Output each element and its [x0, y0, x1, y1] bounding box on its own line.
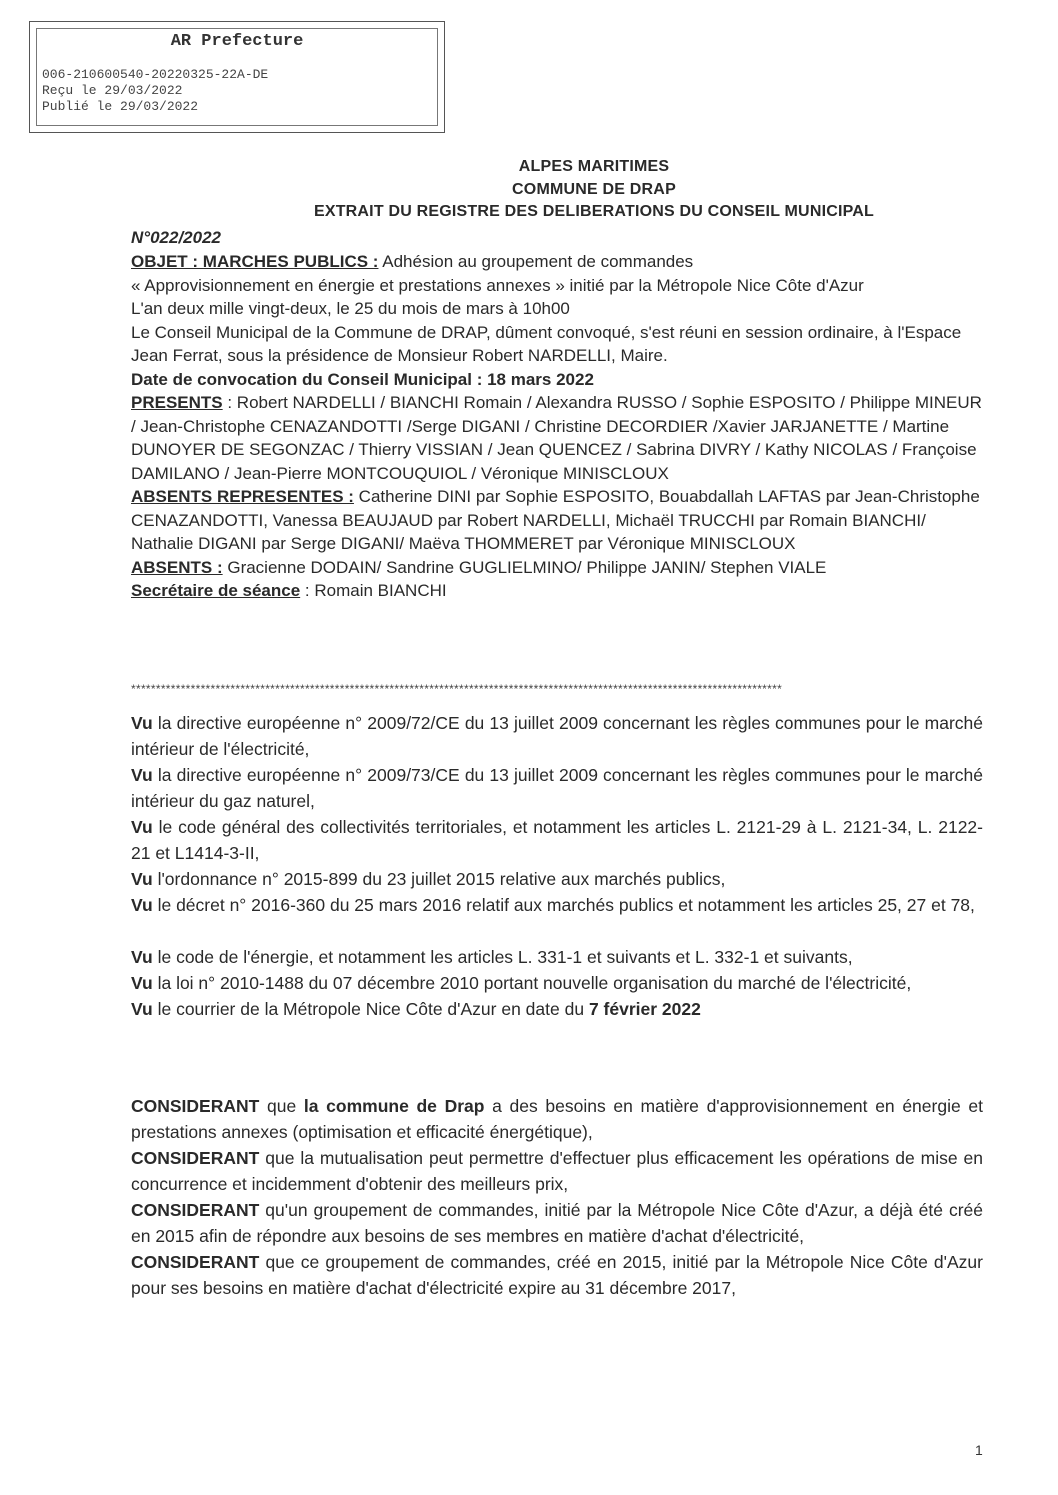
represented-block: [131, 485, 983, 556]
objet-label: OBJET : MARCHES PUBLICS :: [131, 252, 379, 271]
separator-line: ***********************************************************************************************************************************: [131, 682, 783, 696]
visa-date: 7 février 2022: [588, 999, 701, 1019]
represented-label: ABSENTS REPRESENTES :: [131, 487, 354, 506]
visa-keyword: Vu: [131, 973, 153, 993]
session-text: Le Conseil Municipal de la Commune de DRAP, dûment convoqué, s'est réuni en session ordinaire, à l'Espace Jean Ferrat, sous la présidence de Monsieur Robert NARDELLI, Maire.: [131, 322, 962, 365]
visa-keyword: Vu: [131, 713, 153, 733]
considerant-text: que: [259, 1096, 304, 1116]
stamp-received: Reçu le 29/03/2022: [42, 83, 183, 98]
presents-list: : Robert NARDELLI / BIANCHI Romain / Alexandra RUSSO / Sophie ESPOSITO / Philippe MINEUR / Jean-Christophe CENAZANDOTTI /Serge DIGANI / Christine DECORDIER /Xavier JARJANETTE / Martine DUNOYER DE SEGONZAC / Thierry VISSIAN / Jean QUENCEZ / Sabrina DIVRY / Kathy NICOLAS / Françoise DAMILANO / Jean-Pierre MONTCOUQUIOL / Véronique MINISCLOUX: [131, 393, 982, 483]
considerants-section: [131, 1093, 983, 1301]
considerant-text: qu'un groupement de commandes, initié par la Métropole Nice Côte d'Azur, a déjà été créé en 2015 afin de répondre aux besoins de ses membres en matière d'achat d'électricité,: [131, 1200, 983, 1246]
visa-item: [131, 762, 983, 814]
visa-item: [131, 944, 983, 970]
visas-section: [131, 710, 983, 1022]
visa-text: le code général des collectivités territoriales, et notamment les articles L. 2121-29 à L. 2121-34, L. 2122-21 et L1414-3-II,: [131, 817, 983, 863]
objet-text: Adhésion au groupement de commandes: [378, 252, 694, 271]
considerant-commune: la commune de Drap: [303, 1096, 485, 1116]
presents-block: [131, 391, 983, 485]
register-heading: EXTRAIT DU REGISTRE DES DELIBERATIONS DU CONSEIL MUNICIPAL: [313, 203, 875, 220]
considerant-text-rest: a des besoins en matière d'approvisionnement en énergie et prestations annexes (optimisation et efficacité énergétique),: [131, 1096, 983, 1142]
visa-keyword: Vu: [131, 947, 153, 967]
secretary-name: : Romain BIANCHI: [300, 581, 447, 600]
visa-item: [131, 892, 983, 918]
visa-item: [131, 814, 983, 866]
secretary-block: [131, 579, 983, 603]
visa-text: le décret n° 2016-360 du 25 mars 2016 relatif aux marchés publics et notamment les articles 25, 27 et 78,: [152, 895, 975, 915]
visa-text: la directive européenne n° 2009/73/CE du 13 juillet 2009 concernant les règles communes pour le marché intérieur du gaz naturel,: [131, 765, 983, 811]
visa-text: la directive européenne n° 2009/72/CE du 13 juillet 2009 concernant les règles communes pour le marché intérieur de l'électricité,: [131, 713, 983, 759]
presents-label: PRESENTS: [131, 393, 223, 412]
considerant-keyword: CONSIDERANT: [131, 1148, 260, 1168]
objet-subject: « Approvisionnement en énergie et prestations annexes » initié par la Métropole Nice Côte d'Azur: [131, 275, 864, 295]
considerant-item: [131, 1145, 983, 1197]
objet-section: [131, 250, 983, 603]
deliberation-number: N°022/2022: [131, 228, 221, 247]
convocation-date: Date de convocation du Conseil Municipal : 18 mars 2022: [131, 369, 594, 389]
represented-list: Catherine DINI par Sophie ESPOSITO, Bouabdallah LAFTAS par Jean-Christophe CENAZANDOTTI, Vanessa BEAUJAUD par Robert NARDELLI, Michaël TRUCCHI par Romain BIANCHI/ Nathalie DIGANI par Serge DIGANI/ Maëva THOMMERET par Véronique MINISCLOUX: [131, 487, 980, 553]
objet-line: [131, 250, 983, 274]
considerant-item: [131, 1093, 983, 1145]
visa-text: la loi n° 2010-1488 du 07 décembre 2010 portant nouvelle organisation du marché de l'électricité,: [152, 973, 912, 993]
visa-keyword: Vu: [131, 869, 153, 889]
absents-block: [131, 556, 983, 580]
considerant-keyword: CONSIDERANT: [131, 1096, 260, 1116]
visa-text: le code de l'énergie, et notamment les articles L. 331-1 et suivants et L. 332-1 et suivants,: [152, 947, 853, 967]
considerant-keyword: CONSIDERANT: [131, 1200, 260, 1220]
department-heading: ALPES MARITIMES: [518, 158, 670, 175]
stamp-lines: [42, 67, 268, 115]
considerant-item: [131, 1249, 983, 1301]
stamp-published: Publié le 29/03/2022: [42, 99, 199, 114]
absents-label: ABSENTS :: [131, 557, 223, 577]
considerant-text: que la mutualisation peut permettre d'effectuer plus efficacement les opérations de mise en concurrence et incidemment d'obtenir des meilleurs prix,: [131, 1148, 983, 1194]
stamp-reference: 006-210600540-20220325-22A-DE: [42, 67, 269, 82]
considerant-item: [131, 1197, 983, 1249]
prefecture-stamp: [29, 21, 445, 133]
page-number: 1: [975, 1442, 983, 1458]
visa-item: [131, 866, 983, 892]
visa-text: le courrier de la Métropole Nice Côte d'Azur en date du: [152, 999, 589, 1019]
considerant-text: que ce groupement de commandes, créé en 2015, initié par la Métropole Nice Côte d'Azur pour ses besoins en matière d'achat d'électricité expire au 31 décembre 2017,: [131, 1252, 983, 1298]
stamp-title: AR Prefecture: [170, 32, 304, 51]
visa-item: [131, 710, 983, 762]
commune-heading: COMMUNE DE DRAP: [512, 181, 676, 198]
meeting-date: L'an deux mille vingt-deux, le 25 du mois de mars à 10h00: [131, 299, 570, 318]
visa-keyword: Vu: [131, 999, 153, 1019]
visa-keyword: Vu: [131, 817, 153, 837]
visa-item: [131, 970, 983, 996]
visa-keyword: Vu: [131, 765, 153, 785]
considerant-keyword: CONSIDERANT: [131, 1252, 260, 1272]
visa-keyword: Vu: [131, 895, 153, 915]
absents-list: Gracienne DODAIN/ Sandrine GUGLIELMINO/ Philippe JANIN/ Stephen VIALE: [222, 557, 827, 577]
visa-item: [131, 996, 983, 1022]
visa-text: l'ordonnance n° 2015-899 du 23 juillet 2015 relative aux marchés publics,: [152, 869, 726, 889]
secretary-label: Secrétaire de séance: [131, 581, 301, 600]
